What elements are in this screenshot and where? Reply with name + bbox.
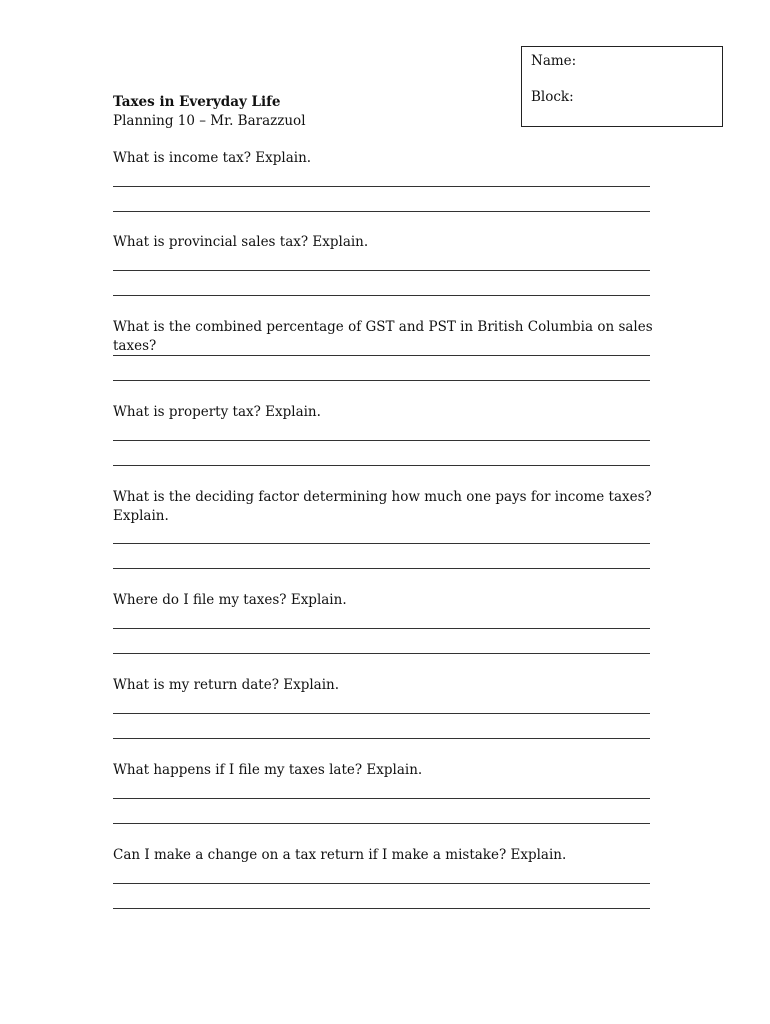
answer-line-8a[interactable] bbox=[113, 798, 650, 799]
question-7: What is my return date? Explain. bbox=[113, 677, 340, 693]
answer-line-3b[interactable] bbox=[113, 380, 650, 381]
answer-line-9a[interactable] bbox=[113, 883, 650, 884]
worksheet-subtitle: Planning 10 – Mr. Barazzuol bbox=[113, 113, 306, 129]
answer-line-5a[interactable] bbox=[113, 543, 650, 544]
answer-line-4b[interactable] bbox=[113, 465, 650, 466]
answer-line-6b[interactable] bbox=[113, 653, 650, 654]
answer-line-1a[interactable] bbox=[113, 186, 650, 187]
question-8: What happens if I file my taxes late? Explain. bbox=[113, 762, 423, 778]
answer-line-8b[interactable] bbox=[113, 823, 650, 824]
answer-line-5b[interactable] bbox=[113, 568, 650, 569]
question-2: What is provincial sales tax? Explain. bbox=[113, 234, 369, 250]
answer-line-4a[interactable] bbox=[113, 440, 650, 441]
answer-line-6a[interactable] bbox=[113, 628, 650, 629]
worksheet-title: Taxes in Everyday Life bbox=[113, 94, 281, 110]
name-block-box bbox=[521, 46, 723, 127]
answer-line-7b[interactable] bbox=[113, 738, 650, 739]
question-3: What is the combined percentage of GST and PST in British Columbia on sales taxes? bbox=[113, 319, 653, 354]
question-6: Where do I file my taxes? Explain. bbox=[113, 592, 347, 608]
answer-line-2a[interactable] bbox=[113, 270, 650, 271]
answer-line-3a[interactable] bbox=[113, 355, 650, 356]
answer-line-2b[interactable] bbox=[113, 295, 650, 296]
answer-line-1b[interactable] bbox=[113, 211, 650, 212]
block-label: Block: bbox=[531, 89, 574, 105]
question-4: What is property tax? Explain. bbox=[113, 404, 321, 420]
name-label: Name: bbox=[531, 53, 577, 69]
question-5: What is the deciding factor determining how much one pays for income taxes? Explain. bbox=[113, 489, 652, 524]
question-9: Can I make a change on a tax return if I make a mistake? Explain. bbox=[113, 847, 567, 863]
answer-line-7a[interactable] bbox=[113, 713, 650, 714]
answer-line-9b[interactable] bbox=[113, 908, 650, 909]
question-1: What is income tax? Explain. bbox=[113, 150, 312, 166]
